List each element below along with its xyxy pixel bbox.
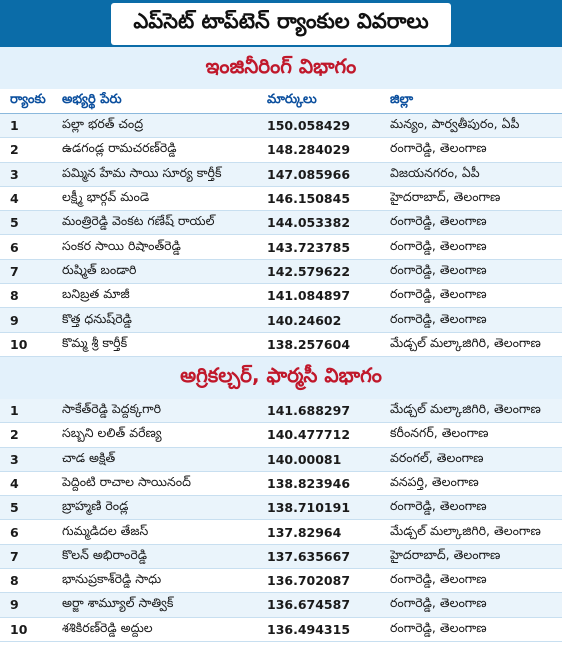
marks-cell: 150.058429 <box>267 118 351 134</box>
table-row <box>0 187 562 211</box>
marks-cell: 140.477712 <box>267 427 351 443</box>
page-title: ఎప్‌సెట్ టాప్‌టెన్ ర్యాంకుల వివరాలు <box>111 3 450 45</box>
name-cell: సబ్బని లలిత్ వరేణ్య <box>62 425 162 441</box>
rank-cell: 5 <box>10 500 19 516</box>
marks-cell: 140.00081 <box>267 451 342 467</box>
marks-cell: 142.579622 <box>267 263 351 279</box>
table-row <box>0 448 562 472</box>
district-cell: రంగారెడ్డి, తెలంగాణ <box>390 498 487 514</box>
marks-cell: 136.494315 <box>267 621 351 637</box>
marks-cell: 138.823946 <box>267 476 351 491</box>
agriculture-table-body <box>0 399 562 642</box>
district-cell: హైదరాబాద్, తెలంగాణ <box>390 546 501 562</box>
rank-cell: 10 <box>10 336 28 352</box>
marks-cell: 137.635667 <box>267 548 351 564</box>
rank-cell: 8 <box>10 573 19 589</box>
district-cell: మన్యం, పార్వతీపురం, ఏపీ <box>390 116 520 132</box>
marks-cell: 137.82964 <box>267 524 342 540</box>
table-row <box>0 333 562 357</box>
rank-cell: 9 <box>10 312 19 328</box>
name-cell: గుమ్మడిదల తేజస్ <box>62 522 149 538</box>
rank-cell: 3 <box>10 166 19 182</box>
district-cell: రంగారెడ్డి, తెలంగాణ <box>390 261 487 277</box>
rank-cell: 4 <box>10 476 19 491</box>
table-row <box>0 211 562 235</box>
marks-cell: 146.150845 <box>267 191 351 207</box>
table-row <box>0 284 562 308</box>
district-cell: రంగారెడ్డి, తెలంగాణ <box>390 595 487 611</box>
name-cell: కొమ్మ శ్రీ కార్తీక్ <box>62 334 128 350</box>
district-cell: రంగారెడ్డి, తెలంగాణ <box>390 213 487 229</box>
table-row <box>0 235 562 259</box>
table-row <box>0 260 562 284</box>
district-cell: విజయనగరం, ఏపీ <box>390 164 480 180</box>
marks-cell: 141.688297 <box>267 403 351 419</box>
table-row <box>0 163 562 187</box>
name-cell: ఉడగండ్ల రామచరణ్‌రెడ్డి <box>62 140 177 156</box>
rank-cell: 7 <box>10 548 19 564</box>
rank-cell: 10 <box>10 621 28 637</box>
district-cell: హైదరాబాద్, తెలంగాణ <box>390 189 501 205</box>
column-header-district: జిల్లా <box>390 92 414 107</box>
name-cell: బ్రాహ్మణి రెండ్ల <box>62 498 129 514</box>
table-row <box>0 138 562 162</box>
table-row <box>0 545 562 569</box>
rank-cell: 2 <box>10 427 19 443</box>
column-header-marks: మార్కులు <box>267 92 317 107</box>
marks-cell: 144.053382 <box>267 215 351 231</box>
district-cell: కరీంనగర్, తెలంగాణ <box>390 425 489 441</box>
name-cell: రుష్మిత్ బండారి <box>62 261 137 277</box>
name-cell: పెద్దింటి రాచాల సాయినంద్ <box>62 474 191 489</box>
column-header-row <box>0 89 562 114</box>
table-row <box>0 618 562 642</box>
marks-cell: 143.723785 <box>267 239 351 255</box>
rank-cell: 6 <box>10 239 19 255</box>
table-row <box>0 472 562 496</box>
rank-cell: 3 <box>10 451 19 467</box>
rank-cell: 6 <box>10 524 19 540</box>
marks-cell: 138.257604 <box>267 336 351 352</box>
name-cell: భానుప్రకాశ్‌రెడ్డి సాధు <box>62 571 162 587</box>
marks-cell: 138.710191 <box>267 500 351 516</box>
rank-cell: 5 <box>10 215 19 231</box>
rank-cell: 1 <box>10 403 19 419</box>
table-row <box>0 308 562 332</box>
district-cell: మేడ్చల్ మల్కాజిగిరి, తెలంగాణ <box>390 334 541 350</box>
column-header-rank: ర్యాంకు <box>10 92 46 107</box>
name-cell: చాడ అక్షిత్ <box>62 449 116 465</box>
rank-cell: 4 <box>10 191 19 207</box>
name-cell: లక్ష్మీ భార్గవ్ మండె <box>62 189 150 205</box>
table-row <box>0 569 562 593</box>
district-cell: వరంగల్, తెలంగాణ <box>390 449 484 465</box>
district-cell: రంగారెడ్డి, తెలంగాణ <box>390 310 487 326</box>
agriculture-section-heading: అగ్రికల్చర్, ఫార్మసీ విభాగం <box>0 357 562 399</box>
district-cell: రంగారెడ్డి, తెలంగాణ <box>390 619 487 635</box>
engineering-table-body <box>0 114 562 357</box>
name-cell: సాకేత్‌రెడ్డి పెద్దక్కగారి <box>62 401 162 417</box>
rank-cell: 2 <box>10 142 19 158</box>
name-cell: శశికిరణ్‌రెడ్డి అద్దుల <box>62 619 153 635</box>
title-banner <box>0 0 562 47</box>
column-header-name: అభ్యర్థి పేరు <box>62 92 122 107</box>
name-cell: పమ్మిన హేమ సాయి సూర్య కార్తీక్ <box>62 164 222 180</box>
district-cell: మేడ్చల్ మల్కాజిగిరి, తెలంగాణ <box>390 522 541 538</box>
marks-cell: 140.24602 <box>267 312 342 328</box>
rank-cell: 7 <box>10 263 19 279</box>
table-row <box>0 423 562 447</box>
name-cell: అర్జా శామ్యూల్ సాత్విక్ <box>62 595 174 611</box>
marks-cell: 136.674587 <box>267 597 351 613</box>
district-cell: రంగారెడ్డి, తెలంగాణ <box>390 286 487 302</box>
engineering-section-heading: ఇంజినీరింగ్ విభాగం <box>0 47 562 89</box>
district-cell: రంగారెడ్డి, తెలంగాణ <box>390 571 487 587</box>
marks-cell: 136.702087 <box>267 573 351 589</box>
rank-cell: 8 <box>10 288 19 304</box>
rank-cell: 1 <box>10 118 19 134</box>
table-row <box>0 496 562 520</box>
rank-cell: 9 <box>10 597 19 613</box>
table-row <box>0 520 562 544</box>
name-cell: సంకర సాయి రిషాంత్‌రెడ్డి <box>62 237 181 253</box>
marks-cell: 148.284029 <box>267 142 351 158</box>
marks-cell: 147.085966 <box>267 166 351 182</box>
name-cell: పల్లా భరత్ చంద్ర <box>62 116 144 132</box>
name-cell: కొలన్ అభిరాంరెడ్డి <box>62 546 148 562</box>
name-cell: కొత్త ధనుష్‌రెడ్డి <box>62 310 132 326</box>
table-row <box>0 399 562 423</box>
district-cell: మేడ్చల్ మల్కాజిగిరి, తెలంగాణ <box>390 401 541 417</box>
name-cell: మంత్రిరెడ్డి వెంకట గణేష్ రాయల్ <box>62 213 215 229</box>
name-cell: బనిబ్రత మాజీ <box>62 286 130 302</box>
district-cell: రంగారెడ్డి, తెలంగాణ <box>390 237 487 253</box>
district-cell: వనపర్తి, తెలంగాణ <box>390 474 479 489</box>
table-row <box>0 114 562 138</box>
marks-cell: 141.084897 <box>267 288 351 304</box>
table-row <box>0 593 562 617</box>
district-cell: రంగారెడ్డి, తెలంగాణ <box>390 140 487 156</box>
